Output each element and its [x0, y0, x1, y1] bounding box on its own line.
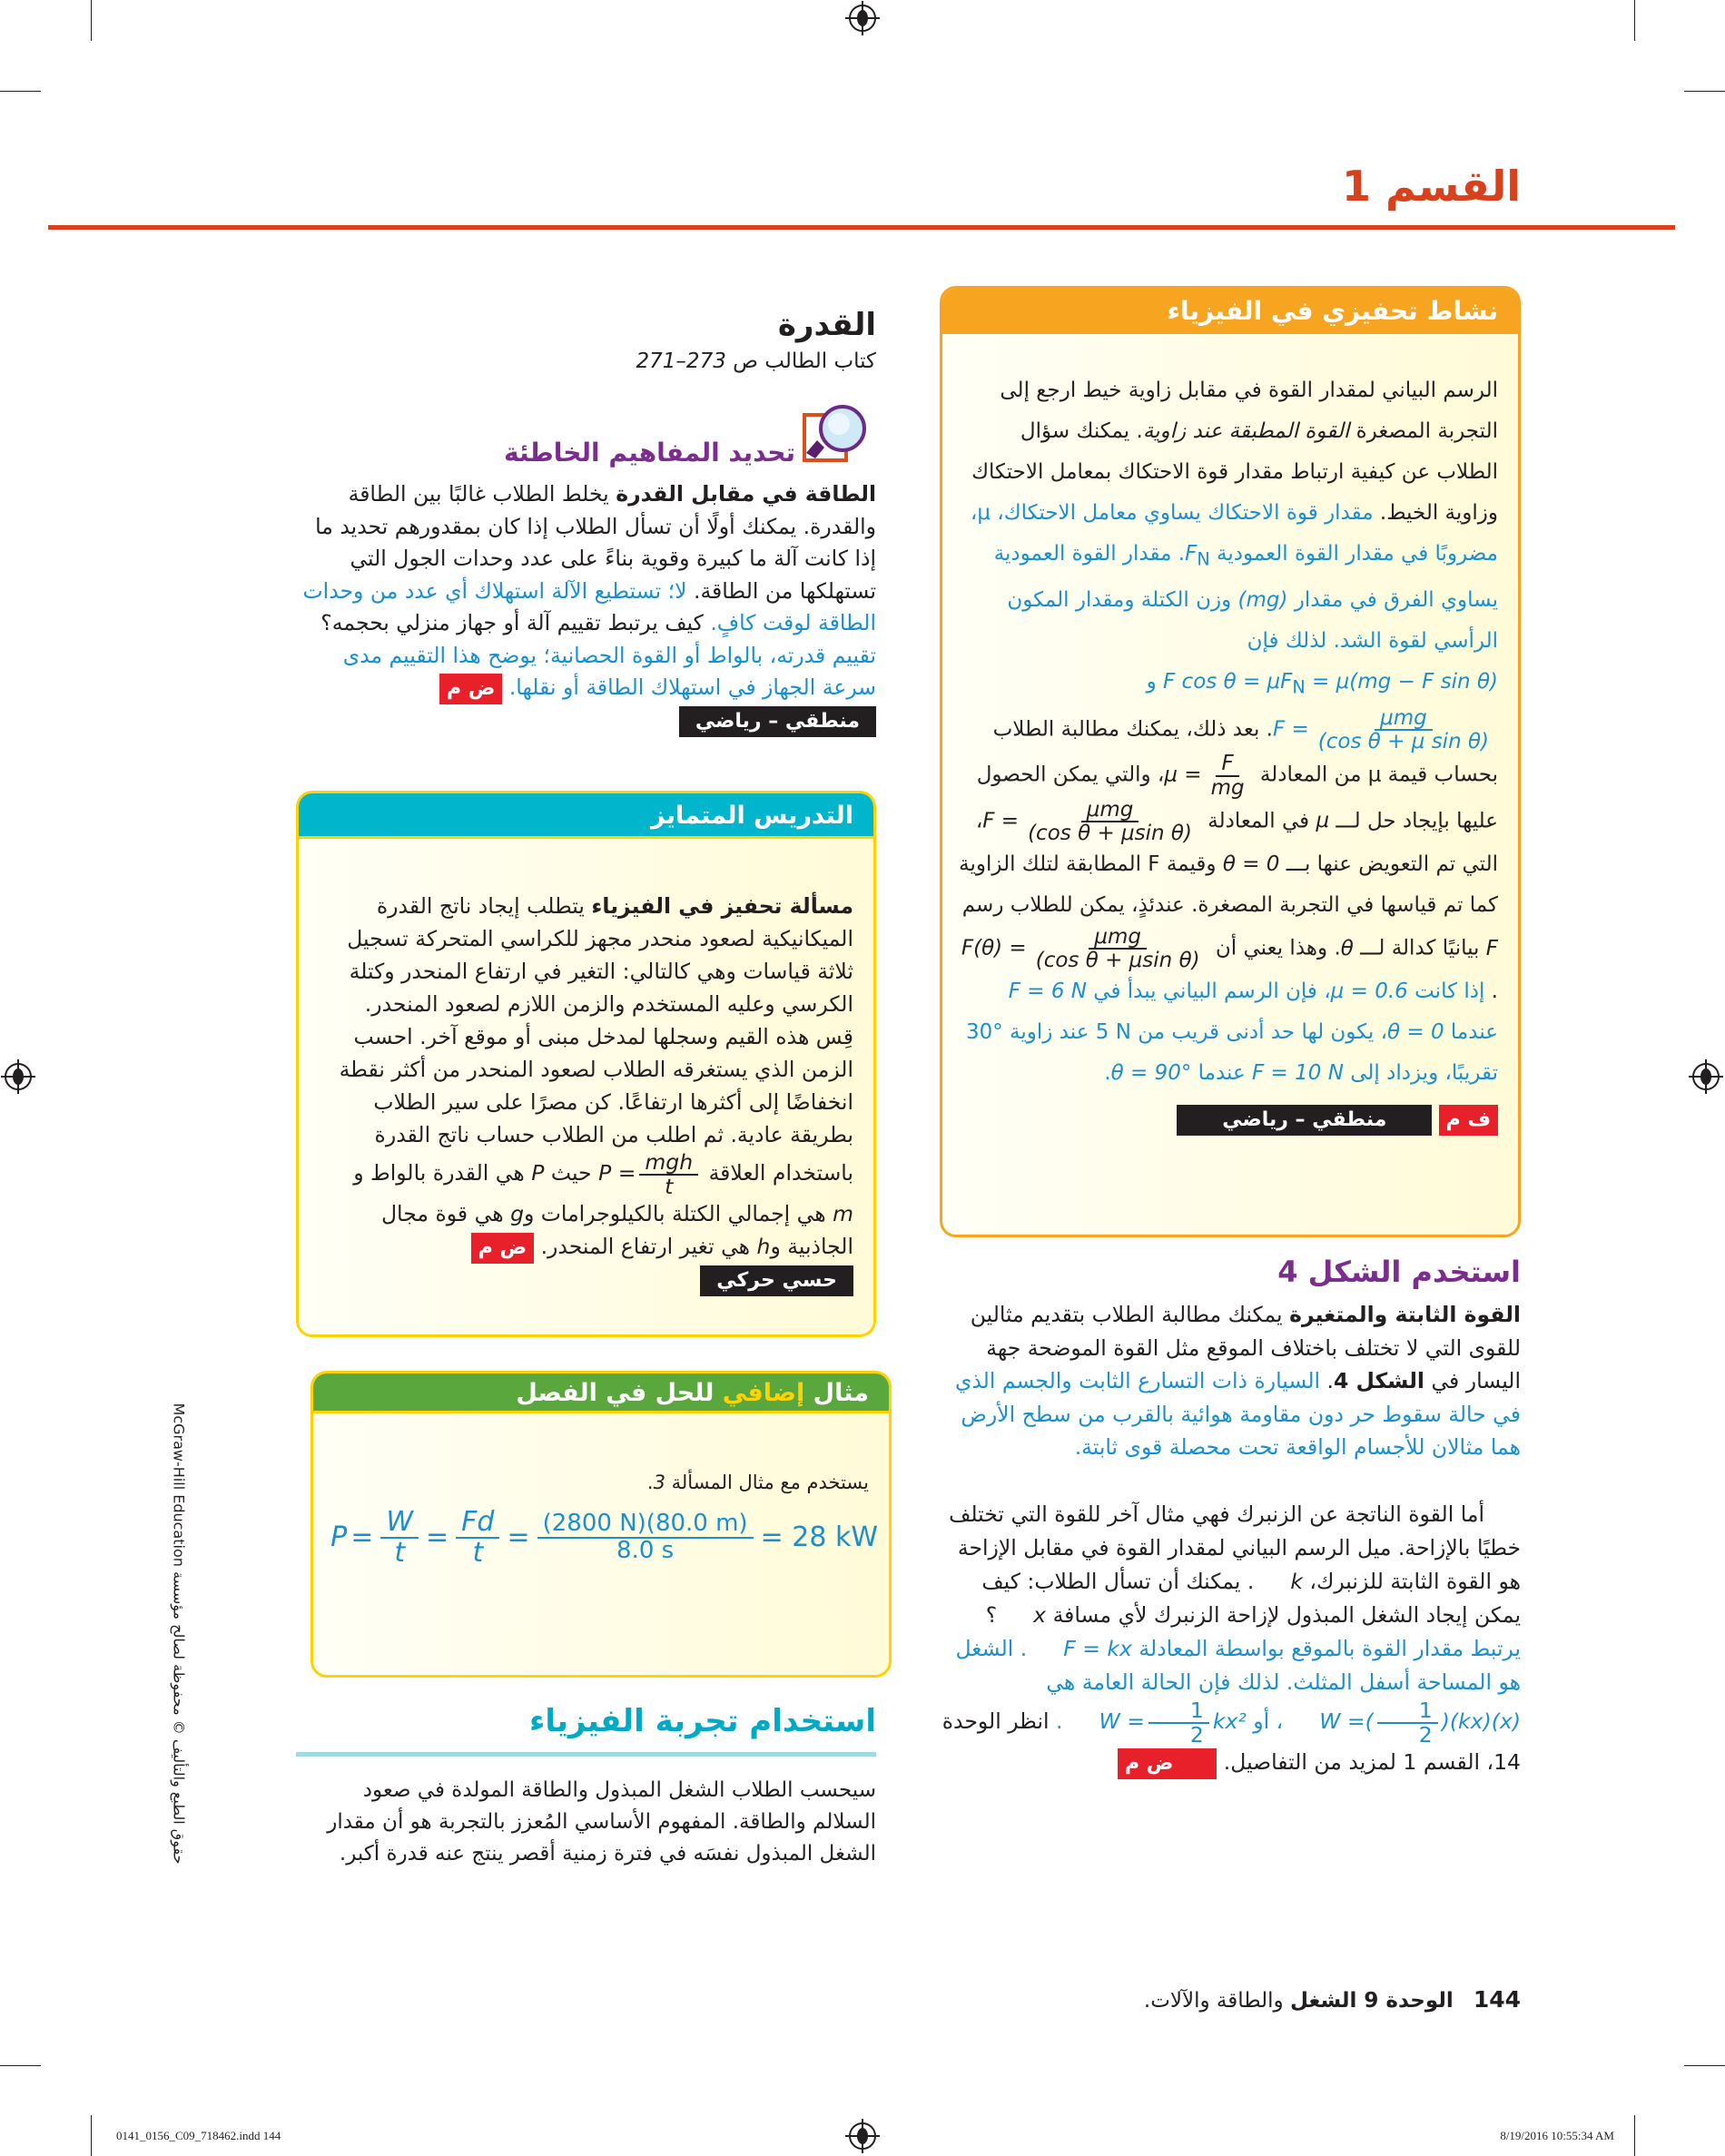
- figure4-text: [940, 1298, 1521, 1464]
- math: 1: [1377, 1699, 1438, 1724]
- text: عندما: [1444, 1020, 1498, 1045]
- text: وزن الكتلة ومقدار المكون الرأسي لقوة الشد. لذلك فإن: [1007, 587, 1498, 653]
- registration-mark-icon: [849, 2122, 876, 2150]
- lab-text: سيحسب الطلاب الشغل المبذول والطاقة المولدة في صعود السلالم والطاقة. المفهوم الأساسي المُعزز بالتجربة هو أن مقدار الشغل المبذول نفسَه في فترة زمنية أقصر ينتج عنه قدرة أكبر.: [327, 1778, 876, 1866]
- section-divider: [48, 225, 1675, 230]
- math: F =: [1272, 717, 1309, 742]
- math: W =: [1099, 1708, 1145, 1735]
- badge-code: ض م: [439, 674, 502, 704]
- text: .: [1104, 1061, 1111, 1086]
- lead-text: الطاقة في مقابل القدرة: [616, 481, 876, 507]
- text: ؟: [985, 1602, 998, 1628]
- page-number: 144: [1473, 1986, 1521, 2013]
- crop-mark: [0, 2065, 41, 2066]
- crop-mark: [1634, 0, 1635, 41]
- text: هي إجمالي الكتلة بالكيلوجرامات و: [523, 1201, 833, 1227]
- text: إضافي: [722, 1379, 805, 1407]
- math: kx²: [1212, 1708, 1247, 1735]
- answer-text: لا؛ تستطيع الآلة استهلاك أي عدد من وحدات الطاقة لوقت كافٍ.: [302, 577, 876, 635]
- badge-code: ض م: [471, 1233, 534, 1264]
- text: ، التي تم التعويض عنها بـــ: [975, 809, 1498, 877]
- math: m: [833, 1201, 853, 1227]
- math: F: [1485, 936, 1498, 960]
- text: . يمكنك سؤال الطلاب عن كيفية ارتباط مقدار قوة الاحتكاك بمعامل الاحتكاك وزاوية الخيط.: [971, 419, 1498, 525]
- math: g: [510, 1201, 524, 1227]
- math: [1185, 534, 1210, 580]
- math: P =: [598, 1160, 636, 1186]
- math: F: [1185, 542, 1198, 566]
- differentiated-instruction-box: [296, 791, 876, 1337]
- page-footer: [1144, 1986, 1521, 2013]
- badge-code: ض م: [1118, 1748, 1217, 1779]
- activity-text: [942, 334, 1518, 1140]
- additional-example-box: [310, 1371, 892, 1678]
- magnifier-icon: [803, 404, 868, 464]
- registration-mark-icon: [1692, 1063, 1720, 1090]
- crop-mark: [1634, 2115, 1635, 2156]
- example-equation: [330, 1508, 878, 1567]
- math: t: [472, 1536, 484, 1569]
- math: μ =: [1164, 763, 1202, 788]
- text: . الشغل هو المساحة أسفل المثلث. لذلك فإن الحالة العامة هي: [955, 1636, 1521, 1695]
- text: . يمكنك أن تسأل الطلاب: كيف يمكن إيجاد الشغل المبذول لإزاحة الزنبرك لأي مسافة: [981, 1569, 1521, 1628]
- math: F: [1216, 753, 1238, 776]
- text: أما القوة الناتجة عن الزنبرك فهي مثال آخر للقوة التي تختلف خطيًا بالإزاحة. ميل الرسم البياني لمقدار القوة في مقابل الإزاحة هو القوة الثابتة للزنبرك،: [949, 1501, 1521, 1594]
- student-book-reference: [636, 349, 876, 373]
- text: .: [646, 1472, 654, 1493]
- math: 1: [1148, 1699, 1209, 1724]
- math: 2: [1189, 1721, 1204, 1747]
- equation: [961, 926, 1209, 971]
- misconceptions-text: [296, 478, 876, 737]
- math: (cos θ + μsin θ): [1028, 821, 1192, 845]
- math: (kx)(x): [1449, 1708, 1521, 1735]
- text: .: [1320, 1368, 1334, 1393]
- text: انظر الوحدة 14، القسم 1 لمزيد من التفاصيل.: [941, 1708, 1521, 1776]
- answer-text: السيارة ذات التسارع الثابت والجسم الذي في حالة سقوط حر دون مقاومة هوائية بالقرب من سطح الأرض هما مثالان للأجسام الواقعة تحت محصلة قوى ثابتة.: [954, 1368, 1521, 1460]
- answer-text: [966, 980, 1498, 1085]
- text: عندما: [1191, 1061, 1253, 1086]
- badge-learning-style: منطقي – رياضي: [1177, 1105, 1432, 1136]
- crop-mark: [1684, 2065, 1725, 2066]
- lab-divider: [296, 1752, 876, 1757]
- math: (mg): [1237, 587, 1288, 612]
- math: (cos θ + μsin θ): [1035, 949, 1200, 973]
- math: mg: [1210, 775, 1245, 800]
- math: =: [350, 1521, 374, 1553]
- math: θ = 0: [1222, 852, 1280, 877]
- registration-mark-icon: [5, 1063, 32, 1090]
- figure-reference: الشكل 4: [1334, 1368, 1424, 1393]
- text: يستخدم مع مثال المسألة: [665, 1472, 869, 1493]
- math: P: [531, 1160, 545, 1186]
- example-intro: [313, 1413, 889, 1493]
- math: μ: [1316, 809, 1330, 833]
- spring-text: [940, 1498, 1521, 1779]
- text: حيث: [544, 1160, 599, 1186]
- text: ، يكون لها حد أدنى قريب من: [1130, 1020, 1387, 1045]
- equation: [1164, 753, 1253, 798]
- text: يمكنك مطالبة الطلاب بتقديم مثالين للقوى التي لا تختلف باختلاف الموقع مثل القوة الموضحة جهة اليسار في: [970, 1302, 1521, 1393]
- badge-code: ف م: [1439, 1105, 1498, 1136]
- math: k: [1290, 1569, 1303, 1594]
- math: P: [330, 1521, 348, 1553]
- text: مثال: [804, 1379, 869, 1407]
- math: μmg: [1089, 926, 1147, 950]
- equation: [1163, 662, 1498, 708]
- section-title: القسم 1: [1341, 162, 1521, 211]
- crop-mark: [1684, 91, 1725, 92]
- math: N: [1197, 548, 1210, 570]
- lab-title: استخدام تجربة الفيزياء: [528, 1703, 876, 1739]
- math: μmg: [1081, 799, 1139, 822]
- unit-title-rest: والطاقة والآلات.: [1143, 1989, 1290, 2013]
- equation: [598, 1151, 702, 1197]
- slug-date: 8/19/2016 10:55:34 AM: [1500, 2129, 1614, 2142]
- equation: [1062, 1699, 1246, 1746]
- math: θ: [1340, 936, 1354, 960]
- text: تقريبًا، ويزداد إلى: [1343, 1061, 1498, 1086]
- answer-text: تقييم قدرته، بالواط أو القوة الحصانية؛ يوضح هذا التقييم مدى سرعة الجهاز في استهلاك الطاقة أو نقلها.: [342, 642, 876, 700]
- equation: W =( $\frac{1}{2}$ )(kx)(x): [1319, 1698, 1521, 1747]
- math: x: [1033, 1602, 1047, 1628]
- text: عند زاوية: [1002, 1020, 1096, 1045]
- text: ، فإن الرسم البياني يبدأ في: [1086, 980, 1331, 1004]
- math: mgh: [639, 1151, 698, 1176]
- text: و: [1146, 669, 1164, 694]
- figure4-title: استخدم الشكل 4: [1277, 1255, 1521, 1289]
- copyright-notice: حقوق الطبع والتأليف © محفوظة لصالح مؤسسة McGraw-Hill Education: [170, 1403, 188, 1865]
- crop-mark: [0, 91, 41, 92]
- text: الرسم البياني لمقدار القوة في مقابل زاوية خيط ارجع إلى التجربة المصغرة: [1000, 379, 1498, 443]
- crop-mark: [91, 2115, 92, 2156]
- page-title: القدرة: [777, 307, 876, 343]
- differentiated-title: التدريس المتمايز: [299, 793, 873, 839]
- text: القوة المطبقة عند زاوية: [1142, 419, 1350, 443]
- text: ، أو: [1246, 1708, 1284, 1735]
- math: W =: [1319, 1708, 1365, 1735]
- differentiated-text: [299, 839, 873, 1296]
- math: t: [665, 1173, 674, 1199]
- text: . بعد ذلك، يمكنك مطالبة الطلاب بحساب قيمة μ من المعادلة: [992, 717, 1498, 788]
- math: h: [756, 1234, 771, 1260]
- physics-activity-box: [940, 286, 1521, 1237]
- text: هي قوة مجال الجاذبية و: [380, 1201, 853, 1260]
- math: W: [380, 1508, 419, 1539]
- math: F =: [982, 809, 1020, 833]
- text: يتطلب إيجاد ناتج القدرة الميكانيكية لصعود منحدر مجهز للكراسي المتحركة تسجيل ثلاثة قياسات وهي كالتالي: التغير في ارتفاع المنحدر وكتلة الكرسي وعليه المستخدم والزمن اللازم لصعود المنحدر. قِس هذه القيم وسجلها لمدخل مبنى أو موقع آخر. احسب الزمن الذي يستغرقه الطلاب لصعود المنحدر من أكثر نقطة انخفاضًا إلى أكثرها ارتفاعًا. كن مصرًا على سير الطلاب بطريقة عادية. ثم اطلب من الطلاب حساب ناتج القدرة باستخدام العلاقة: [339, 893, 853, 1186]
- text: . وهذا يعني أن: [1208, 936, 1341, 960]
- lead-text: مسألة تحفيز في الفيزياء: [591, 893, 853, 919]
- text: هي القدرة بالواط و: [353, 1160, 532, 1186]
- text: مقدار قوة الاحتكاك يساوي معامل الاحتكاك، μ، مضروبًا في مقدار القوة العمودية: [970, 501, 1498, 566]
- text: يخلط الطلاب غالبًا بين الطاقة والقدرة. يمكنك أولًا أن تسأل الطلاب إذا كان بمقدورهم تحديد ما إذا كانت آلة ما كبيرة وقوية بناءً على عدد وحدات الجول التي تستهلكها من الطاقة.: [315, 481, 876, 604]
- equation: [982, 799, 1201, 844]
- math: N: [1292, 676, 1306, 698]
- activity-title: نشاط تحفيزي في الفيزياء: [942, 289, 1518, 334]
- math: F = 6 N: [1008, 980, 1087, 1004]
- text: كيف يرتبط تقييم آلة أو جهاز منزلي بحجمه؟: [320, 610, 711, 635]
- math: F(θ) =: [961, 936, 1027, 960]
- text: يرتبط مقدار القوة بالموقع بواسطة المعادلة: [1131, 1636, 1521, 1661]
- math: (cos θ + μ sin θ): [1317, 730, 1489, 754]
- example-title: [313, 1373, 889, 1413]
- math: Fd: [456, 1508, 499, 1539]
- math: 8.0 s: [616, 1536, 675, 1564]
- text: بيانيًا كدالة لـــ: [1353, 936, 1486, 960]
- text: في المعادلة: [1200, 809, 1316, 833]
- text: .: [1056, 1708, 1063, 1735]
- badge-learning-style: حسي حركي: [700, 1265, 853, 1296]
- unit-title: الشغل: [1289, 1989, 1365, 2013]
- math: (2800 N)(80.0 m): [537, 1511, 754, 1538]
- lead-text: القوة الثابتة والمتغيرة: [1289, 1302, 1521, 1327]
- math: 2: [1418, 1721, 1433, 1747]
- text: هي تغير ارتفاع المنحدر.: [534, 1234, 757, 1260]
- math: = μ(mg − F sin θ): [1305, 669, 1498, 694]
- math: F = 10 N: [1252, 1061, 1344, 1086]
- math: F = kx: [1063, 1636, 1132, 1661]
- unit-label: الوحدة 9: [1364, 1989, 1454, 2013]
- slug-file: 0141_0156_C09_718462.indd 144: [116, 2129, 281, 2142]
- equation: [1273, 707, 1498, 753]
- badge-learning-style: منطقي – رياضي: [679, 706, 876, 737]
- registration-mark-icon: [849, 5, 876, 32]
- text: .: [1484, 980, 1498, 1004]
- page-range: 271–273: [636, 349, 726, 373]
- math: t: [394, 1536, 406, 1569]
- math-result: = 28 kW: [760, 1521, 878, 1553]
- math: =: [507, 1521, 530, 1553]
- math: μ = 0.6: [1330, 980, 1408, 1004]
- math: 5 N: [1095, 1020, 1131, 1045]
- text: . مقدار القوة العمودية يساوي الفرق في مقدار: [993, 542, 1498, 612]
- text: كتاب الطالب ص: [725, 349, 876, 373]
- math: F cos θ = μF: [1163, 669, 1293, 694]
- math: θ = 0: [1387, 1020, 1444, 1045]
- crop-mark: [91, 0, 92, 41]
- math: θ = 90°: [1110, 1061, 1192, 1086]
- text: وقيمة F المطابقة لتلك الزاوية كما تم قياسها في التجربة المصغرة. عندئذٍ، يمكن للطلاب رسم: [959, 852, 1498, 918]
- math: =: [426, 1521, 449, 1553]
- problem-number: 3: [653, 1472, 665, 1493]
- math: μmg: [1375, 707, 1433, 731]
- misconceptions-title: تحديد المفاهيم الخاطئة: [504, 438, 795, 468]
- text: للحل في الفصل: [516, 1379, 723, 1407]
- text: ، والتي يمكن الحصول عليها بإيجاد حل لـــ: [976, 763, 1498, 833]
- math: 30°: [965, 1020, 1003, 1045]
- text: إذا كانت: [1407, 980, 1485, 1004]
